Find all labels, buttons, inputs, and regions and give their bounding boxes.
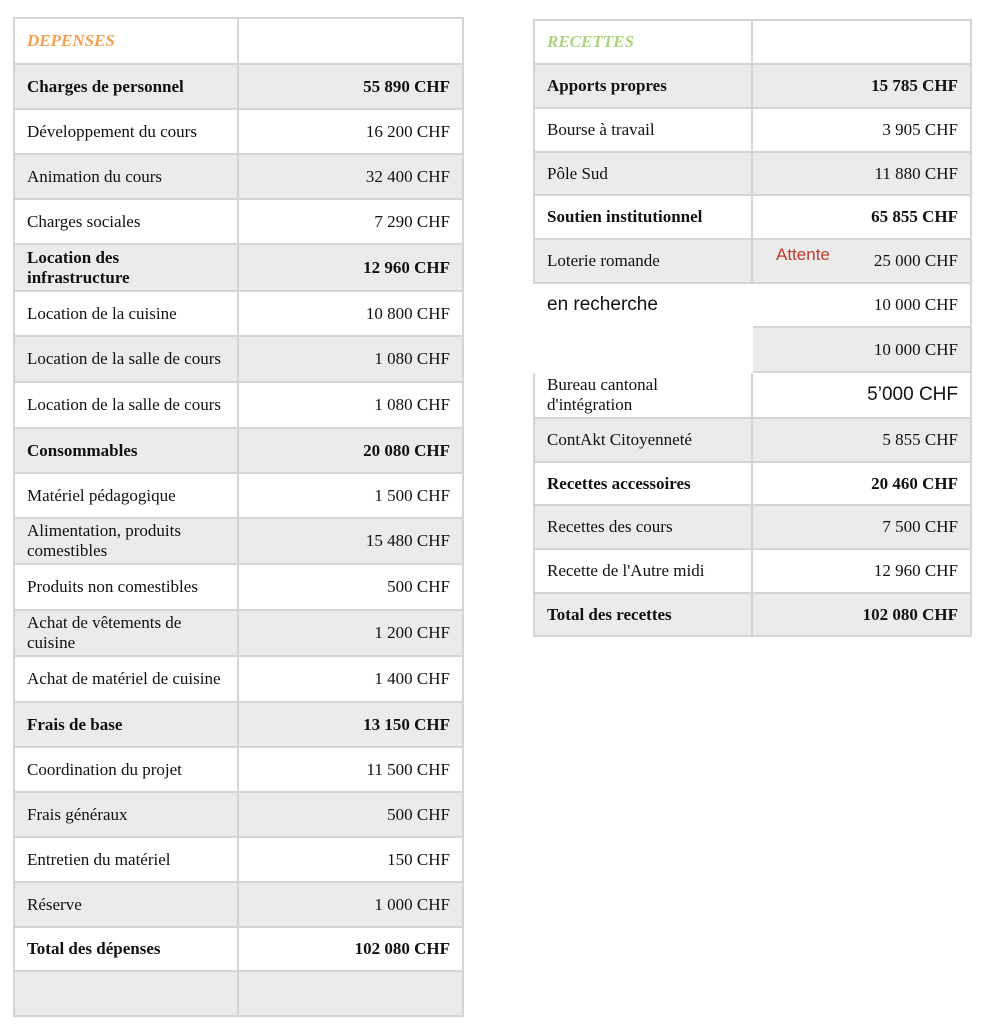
- row-label: Apports propres: [534, 64, 752, 108]
- table-row: [534, 64, 971, 108]
- row-amount: 1 200 CHF: [238, 610, 463, 656]
- table-row: [14, 428, 463, 473]
- row-label: [14, 971, 238, 1016]
- row-amount: 500 CHF: [238, 564, 463, 610]
- row-label: Total des dépenses: [14, 927, 238, 971]
- depenses-title: DEPENSES: [14, 18, 238, 64]
- row-amount: 11 500 CHF: [238, 747, 463, 792]
- row-amount: 55 890 CHF: [238, 64, 463, 109]
- table-row: [14, 882, 463, 927]
- row-amount: 16 200 CHF: [238, 109, 463, 154]
- row-label: Réserve: [14, 882, 238, 927]
- row-label: Location des infrastructure: [14, 244, 238, 291]
- table-row: [14, 702, 463, 747]
- table-row: [14, 610, 463, 656]
- row-label: Développement du cours: [14, 109, 238, 154]
- table-row: [14, 473, 463, 518]
- depenses-title-empty-cell: [238, 18, 463, 64]
- row-label: Alimentation, produits comestibles: [14, 518, 238, 564]
- table-row: [534, 108, 971, 152]
- row-amount: 13 150 CHF: [238, 702, 463, 747]
- row-amount: 1 080 CHF: [238, 382, 463, 428]
- table-row: [14, 792, 463, 837]
- row-label: Soutien institutionnel: [534, 195, 752, 239]
- row-label: Animation du cours: [14, 154, 238, 199]
- row-amount: 65 855 CHF: [752, 195, 971, 239]
- table-row: [534, 195, 971, 239]
- table-row: [14, 244, 463, 291]
- table-row-empty: [14, 971, 463, 1016]
- table-row: [534, 327, 971, 372]
- row-amount: 102 080 CHF: [752, 593, 971, 636]
- row-amount: 150 CHF: [238, 837, 463, 882]
- row-label: Frais généraux: [14, 792, 238, 837]
- row-label: Entretien du matériel: [14, 837, 238, 882]
- row-label: Total des recettes: [534, 593, 752, 636]
- row-label: Location de la cuisine: [14, 291, 238, 336]
- row-label-recherche: en recherche: [534, 283, 752, 327]
- row-label: Frais de base: [14, 702, 238, 747]
- recettes-table: [533, 19, 972, 637]
- table-row: [534, 418, 971, 462]
- table-row: [534, 283, 971, 327]
- table-row: [534, 549, 971, 593]
- table-row: [14, 109, 463, 154]
- row-label: Recettes des cours: [534, 505, 752, 549]
- row-label: Location de la salle de cours: [14, 336, 238, 382]
- row-label: ContAkt Citoyenneté: [534, 418, 752, 462]
- row-amount: 10 000 CHF: [752, 327, 971, 372]
- row-amount: 5’000 CHF: [752, 372, 971, 418]
- row-label: Consommables: [14, 428, 238, 473]
- table-row: [14, 837, 463, 882]
- row-amount: [238, 971, 463, 1016]
- row-label: Recette de l'Autre midi: [534, 549, 752, 593]
- row-amount: 20 080 CHF: [238, 428, 463, 473]
- row-amount: 10 000 CHF: [752, 283, 971, 327]
- table-row: [14, 64, 463, 109]
- row-label: Charges sociales: [14, 199, 238, 244]
- recettes-title: RECETTES: [534, 20, 752, 64]
- table-row: [14, 199, 463, 244]
- row-label: Pôle Sud: [534, 152, 752, 195]
- row-amount: 102 080 CHF: [238, 927, 463, 971]
- row-label: Charges de personnel: [14, 64, 238, 109]
- row-amount: 15 480 CHF: [238, 518, 463, 564]
- row-amount: 1 000 CHF: [238, 882, 463, 927]
- row-amount: 7 500 CHF: [752, 505, 971, 549]
- row-label: Bourse à travail: [534, 108, 752, 152]
- row-label: Produits non comestibles: [14, 564, 238, 610]
- row-amount: 12 960 CHF: [752, 549, 971, 593]
- row-label: Location de la salle de cours: [14, 382, 238, 428]
- row-amount: 11 880 CHF: [752, 152, 971, 195]
- table-row: [14, 291, 463, 336]
- row-label: Loterie romande: [534, 239, 752, 283]
- row-label-blank: [534, 327, 752, 372]
- row-amount: 3 905 CHF: [752, 108, 971, 152]
- table-row: [14, 336, 463, 382]
- table-row: [14, 154, 463, 199]
- table-row: [534, 152, 971, 195]
- depenses-table: [13, 17, 464, 1017]
- table-row: [14, 564, 463, 610]
- row-amount: 7 290 CHF: [238, 199, 463, 244]
- row-amount: 20 460 CHF: [752, 462, 971, 505]
- table-row-total: [534, 593, 971, 636]
- row-amount: 1 500 CHF: [238, 473, 463, 518]
- table-row: [534, 462, 971, 505]
- row-amount: 1 080 CHF: [238, 336, 463, 382]
- row-label: Recettes accessoires: [534, 462, 752, 505]
- table-row: [14, 382, 463, 428]
- table-row-total: [14, 927, 463, 971]
- row-amount: 5 855 CHF: [752, 418, 971, 462]
- table-row: [14, 518, 463, 564]
- table-row: [534, 372, 971, 418]
- attente-note: Attente: [776, 245, 830, 264]
- table-row: [534, 505, 971, 549]
- row-label: Achat de matériel de cuisine: [14, 656, 238, 702]
- row-amount: 1 400 CHF: [238, 656, 463, 702]
- table-row: [14, 656, 463, 702]
- row-amount: 32 400 CHF: [238, 154, 463, 199]
- row-amount: 25 000 CHF: [752, 239, 971, 283]
- recettes-title-empty-cell: [752, 20, 971, 64]
- row-label: Coordination du projet: [14, 747, 238, 792]
- row-label: Matériel pédagogique: [14, 473, 238, 518]
- table-row: [534, 239, 971, 283]
- row-label: Bureau cantonal d'intégration: [534, 372, 752, 418]
- row-amount: 15 785 CHF: [752, 64, 971, 108]
- row-label: Achat de vêtements de cuisine: [14, 610, 238, 656]
- table-row: [14, 747, 463, 792]
- row-amount: 500 CHF: [238, 792, 463, 837]
- row-amount: 12 960 CHF: [238, 244, 463, 291]
- row-amount: 10 800 CHF: [238, 291, 463, 336]
